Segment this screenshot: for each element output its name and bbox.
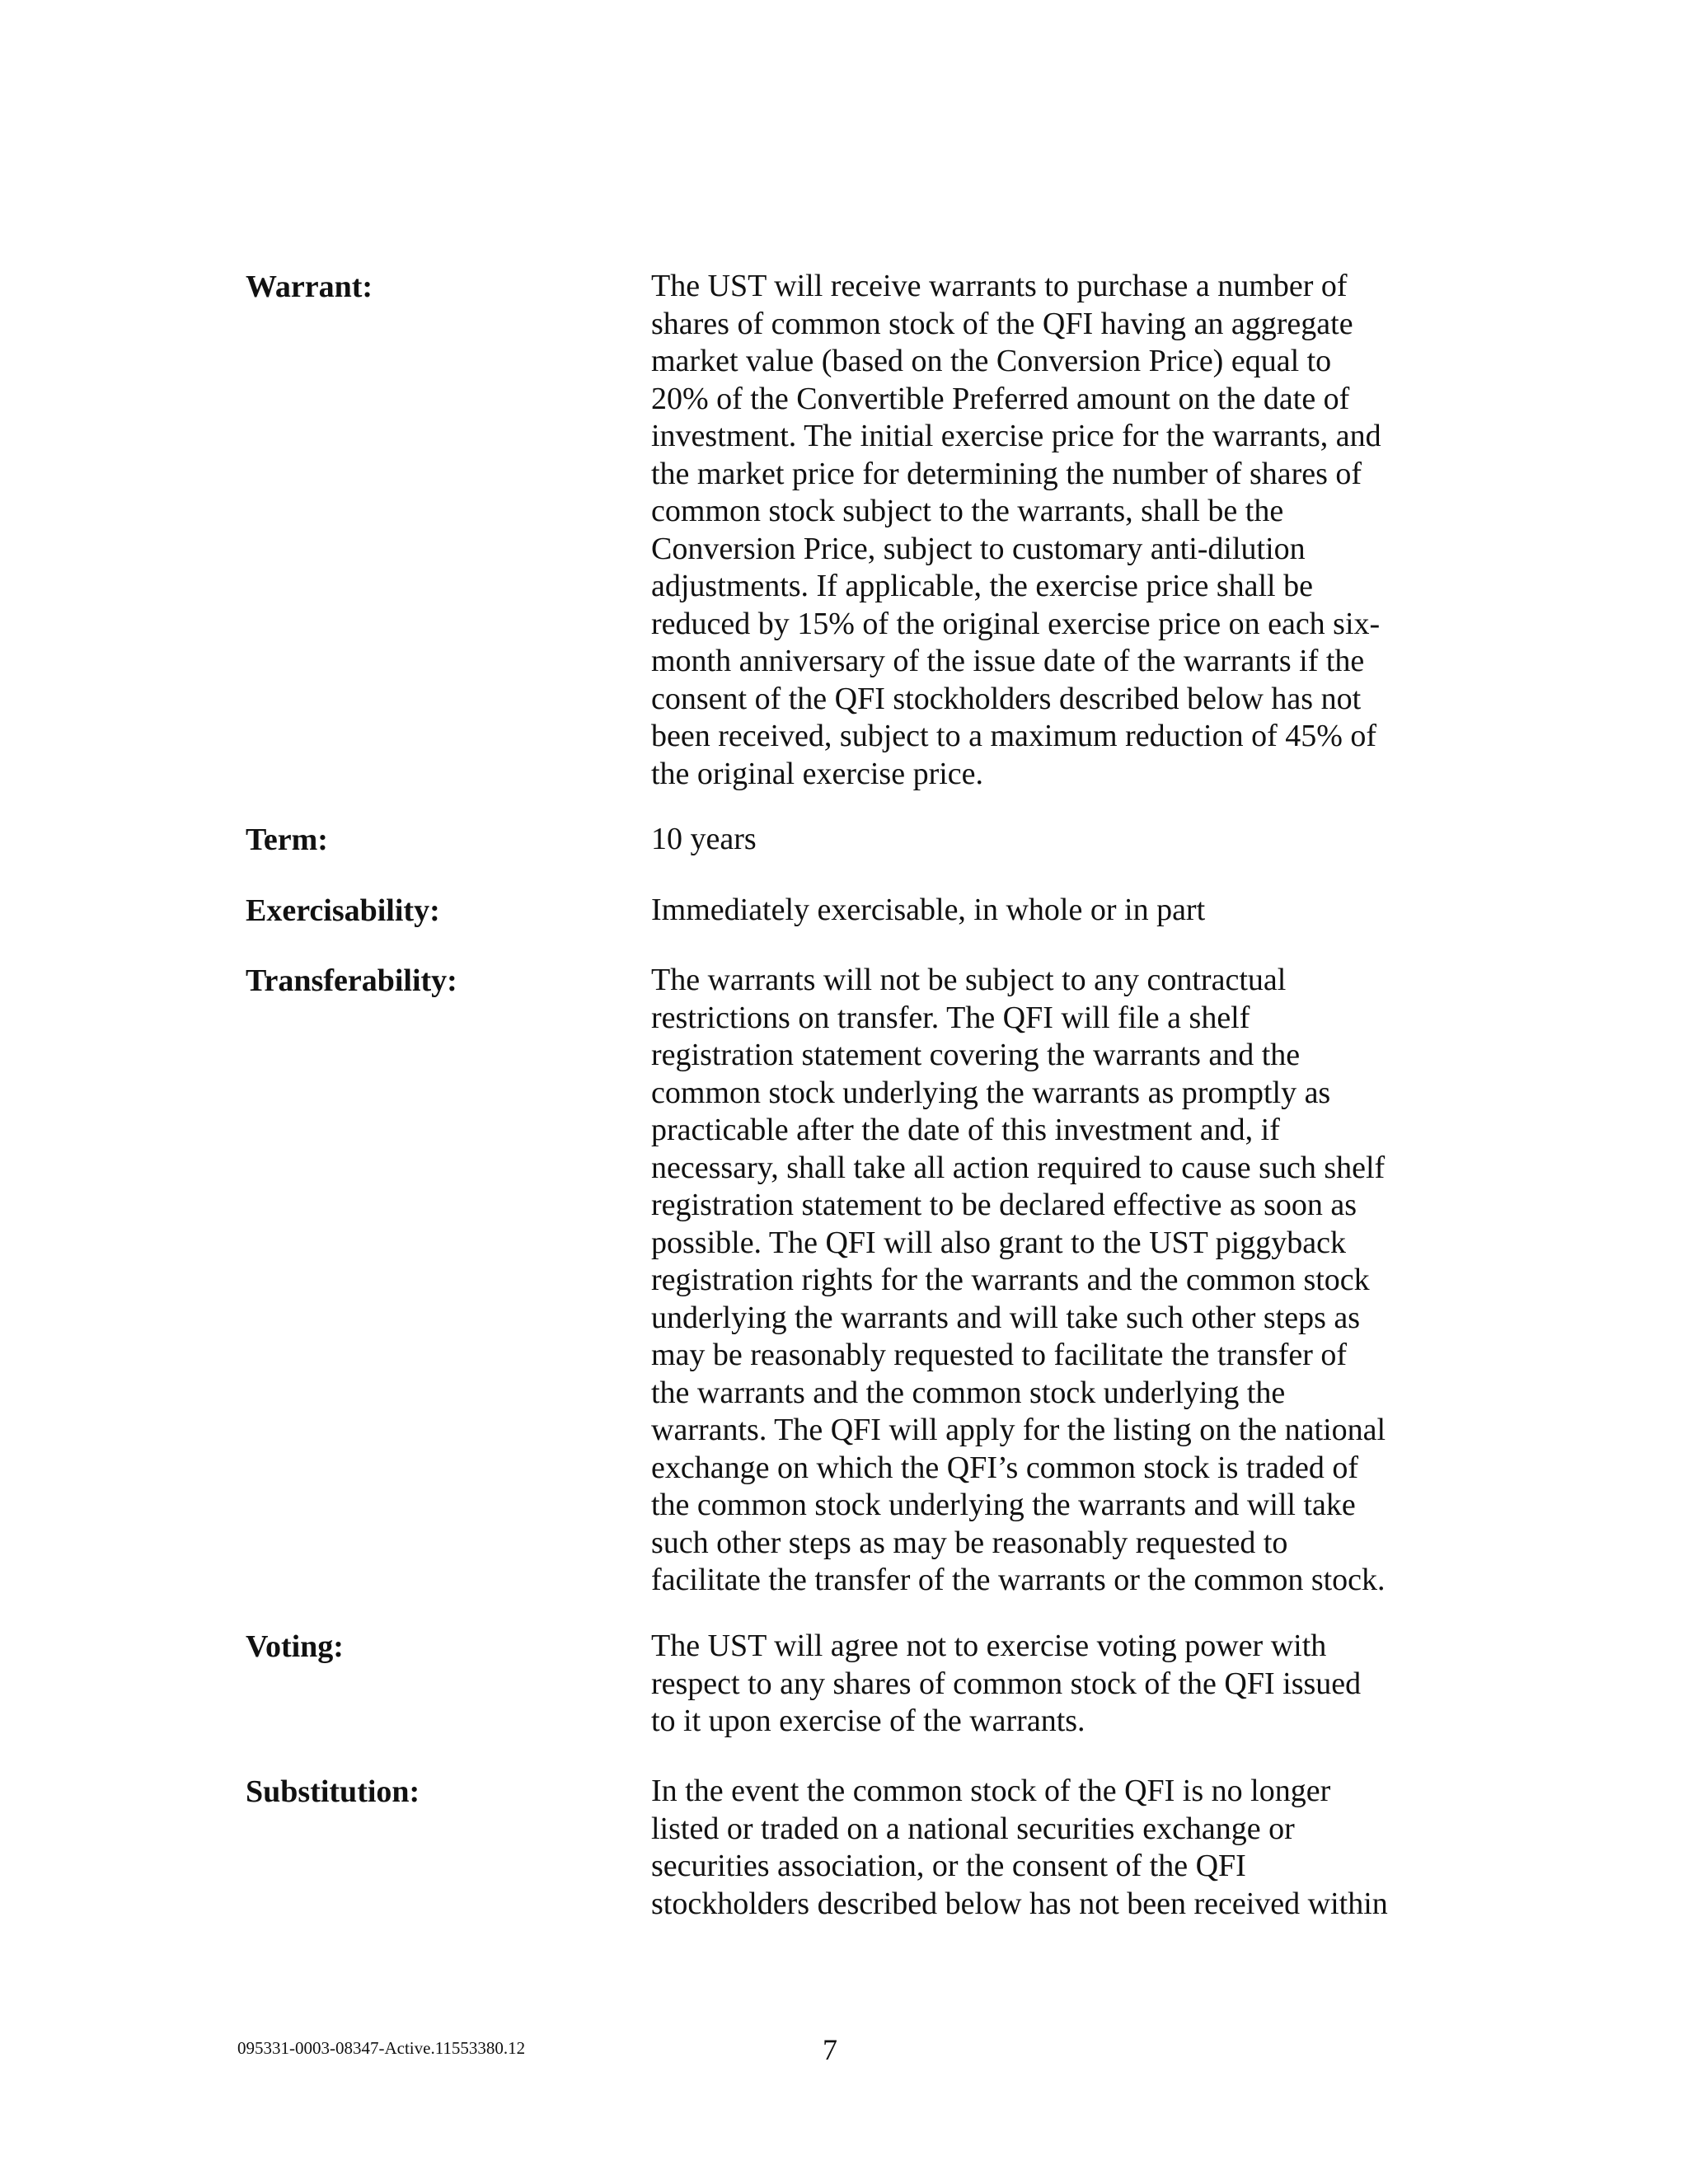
text-line: the common stock underlying the warrants and will take <box>651 1488 1356 1522</box>
text-line: investment. The initial exercise price for the warrants, and <box>651 419 1381 453</box>
text-line: warrants. The QFI will apply for the listing on the national <box>651 1413 1386 1447</box>
term-text <box>651 1773 1459 1923</box>
text-line: Conversion Price, subject to customary anti-dilution <box>651 531 1306 566</box>
text-line: adjustments. If applicable, the exercise price shall be <box>651 569 1313 603</box>
text-line: The warrants will not be subject to any contractual <box>651 963 1287 997</box>
text-line: respect to any shares of common stock of the QFI issued <box>651 1666 1362 1701</box>
page-number: 7 <box>823 2033 837 2066</box>
term-text <box>651 1628 1459 1741</box>
text-line: to it upon exercise of the warrants. <box>651 1704 1085 1738</box>
text-line: registration rights for the warrants and the common stock <box>651 1263 1370 1297</box>
text-line: 10 years <box>651 822 757 856</box>
term-label: Term: <box>246 823 328 857</box>
text-line: necessary, shall take all action required to cause such shelf <box>651 1150 1386 1185</box>
text-line: such other steps as may be reasonably requested to <box>651 1525 1288 1560</box>
text-line: consent of the QFI stockholders described below has not <box>651 681 1362 716</box>
text-line: 20% of the Convertible Preferred amount on the date of <box>651 381 1350 416</box>
text-line: stockholders described below has not been received within <box>651 1886 1388 1921</box>
text-line: may be reasonably requested to facilitate the transfer of <box>651 1338 1348 1372</box>
text-line: restrictions on transfer. The QFI will file a shelf <box>651 1000 1250 1035</box>
text-line: shares of common stock of the QFI having an aggregate <box>651 306 1353 341</box>
text-line: listed or traded on a national securities exchange or <box>651 1811 1295 1846</box>
term-label: Voting: <box>246 1629 344 1664</box>
term-text <box>651 268 1459 793</box>
text-line: underlying the warrants and will take such other steps as <box>651 1300 1361 1335</box>
text-line: the warrants and the common stock underlying the <box>651 1375 1286 1410</box>
text-line: securities association, or the consent of the QFI <box>651 1849 1246 1883</box>
text-line: the market price for determining the number of shares of <box>651 456 1362 491</box>
term-label: Substitution: <box>246 1774 420 1809</box>
text-line: registration statement to be declared effective as soon as <box>651 1188 1357 1222</box>
term-text <box>651 962 1459 1600</box>
term-label: Exercisability: <box>246 893 440 928</box>
text-line: registration statement covering the warrants and the <box>651 1038 1301 1072</box>
text-line: The UST will agree not to exercise voting power with <box>651 1629 1327 1663</box>
text-line: Immediately exercisable, in whole or in part <box>651 893 1206 927</box>
term-label: Warrant: <box>246 269 373 304</box>
text-line: market value (based on the Conversion Price) equal to <box>651 344 1332 378</box>
text-line: been received, subject to a maximum reduction of 45% of <box>651 719 1377 753</box>
footer-document-id: 095331-0003-08347-Active.11553380.12 <box>237 2038 526 2058</box>
text-line: common stock underlying the warrants as promptly as <box>651 1075 1331 1110</box>
text-line: possible. The QFI will also grant to the UST piggyback <box>651 1225 1346 1260</box>
text-line: In the event the common stock of the QFI is no longer <box>651 1774 1331 1808</box>
text-line: The UST will receive warrants to purchase a number of <box>651 269 1348 303</box>
text-line: common stock subject to the warrants, shall be the <box>651 494 1284 528</box>
text-line: facilitate the transfer of the warrants or the common stock. <box>651 1563 1386 1597</box>
text-line: reduced by 15% of the original exercise price on each six- <box>651 606 1381 641</box>
term-text <box>651 821 1459 859</box>
text-line: the original exercise price. <box>651 756 984 791</box>
text-line: practicable after the date of this investment and, if <box>651 1113 1280 1147</box>
term-text <box>651 892 1459 930</box>
text-line: exchange on which the QFI’s common stock is traded of <box>651 1450 1358 1485</box>
text-line: month anniversary of the issue date of the warrants if the <box>651 644 1365 678</box>
term-label: Transferability: <box>246 963 457 998</box>
